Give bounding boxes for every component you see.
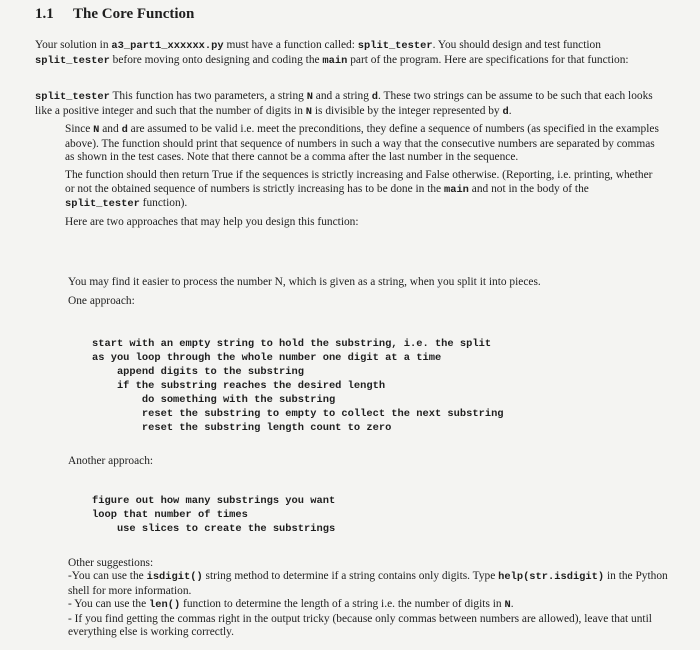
code-line: start with an empty string to hold the substring, i.e. the split [92, 338, 492, 350]
code-line: append digits to the substring [92, 366, 305, 378]
spec-text: This function has two parameters, a string [109, 90, 307, 102]
var-N: N [305, 105, 313, 118]
suggestion-len [68, 598, 668, 612]
intro-text: part of the program. Here are specifications for that function: [347, 53, 629, 66]
suggestion-text: in the Python shell for more information. [68, 570, 668, 597]
var-d: d [121, 124, 128, 137]
spec-text: . [508, 104, 512, 117]
other-suggestions [68, 557, 668, 639]
specification-block [35, 90, 660, 229]
filename-code: a3_part1_xxxxxx.py [111, 40, 224, 52]
intro-text: . You should design and test function [432, 39, 601, 51]
other-suggestions-label: Other suggestions: [68, 557, 154, 569]
spec-text: Since [65, 123, 94, 136]
suggestion-text: . [510, 598, 514, 611]
suggestion-commas: - If you find getting the commas right in the output tricky (because only commas between numbers are allowed), leave that until everything else is working correctly. [68, 612, 652, 639]
var-N: N [504, 599, 511, 612]
intro-paragraph [35, 39, 657, 68]
spec-indented-body [35, 123, 660, 229]
function-name-code: split_tester [65, 198, 140, 211]
var-N: N [93, 124, 100, 137]
pseudocode-block-1 [92, 337, 504, 435]
help-code: help(str.isdigit) [498, 571, 605, 584]
one-approach-label: One approach: [68, 294, 135, 307]
intro-text: Your solution in [35, 39, 112, 51]
suggestion-text: function to determine the length of a string i.e. the number of digits in [180, 598, 505, 611]
code-line: reset the substring length count to zero [92, 422, 392, 434]
suggestion-isdigit [68, 570, 668, 598]
section-heading [35, 8, 700, 22]
spec-term: split_tester [35, 91, 110, 103]
code-line: use slices to create the substrings [92, 523, 336, 535]
find-easier-text: You may find it easier to process the number N, which is given as a string, when you split it into pieces. [68, 276, 541, 288]
function-name-code: split_tester [357, 40, 433, 52]
code-line: as you loop through the whole number one digit at a time [92, 352, 442, 364]
function-name-code: split_tester [35, 54, 110, 67]
var-d: d [371, 91, 379, 103]
spec-paragraph-2 [65, 123, 660, 165]
spec-text: and not in the body of the [468, 182, 589, 195]
suggestion-text: - You can use the [68, 598, 149, 611]
main-code: main [322, 54, 348, 67]
spec-text: are assumed to be valid i.e. meet the preconditions, they define a sequence of numbers (as specified in the examples above). The function should print that sequence of numbers in such a way that the consecutive numbers are separated by commas as shown in the test cases. Note that there cannot be a comma after the last number in the sequence. [65, 123, 659, 164]
var-N: N [306, 91, 313, 103]
code-line: figure out how many substrings you want [92, 495, 336, 507]
section-number: 1.1 [35, 6, 54, 22]
code-line: do something with the substring [92, 394, 336, 406]
isdigit-code: isdigit() [146, 571, 203, 584]
intro-text: before moving onto designing and coding the [109, 53, 323, 66]
len-code: len() [149, 599, 181, 612]
spec-text: and a string [312, 90, 372, 102]
spec-paragraph-3 [65, 169, 660, 212]
code-line: loop that number of times [92, 509, 248, 521]
suggestion-text: string method to determine if a string contains only digits. Type [202, 570, 499, 583]
spec-paragraph-4: Here are two approaches that may help you design this function: [65, 215, 359, 228]
spec-text: The function should then return True if the sequences is strictly increasing and False otherwise. (Reporting, i.e. printing, whether or not the obtained sequence of numbers is strictly increasing has to be done in the [65, 168, 653, 195]
pseudocode-block-2 [92, 494, 335, 536]
code-line: if the substring reaches the desired length [92, 380, 386, 392]
intro-text: must have a function called: [223, 39, 358, 51]
main-code: main [443, 183, 469, 196]
approach-intro [68, 276, 658, 308]
spec-text: and [99, 123, 122, 136]
section-title: The Core Function [73, 6, 195, 22]
spec-text: . These two strings can be assume to be such that each looks like a positive integer and such that the number of digits in [35, 90, 653, 117]
code-line: reset the substring to empty to collect the next substring [92, 408, 504, 420]
suggestion-text: -You can use the [68, 570, 147, 583]
spec-text: function). [139, 197, 188, 210]
var-d: d [502, 105, 509, 118]
spec-text: is divisible by the integer represented by [312, 104, 503, 117]
another-approach-label: Another approach: [68, 455, 154, 467]
